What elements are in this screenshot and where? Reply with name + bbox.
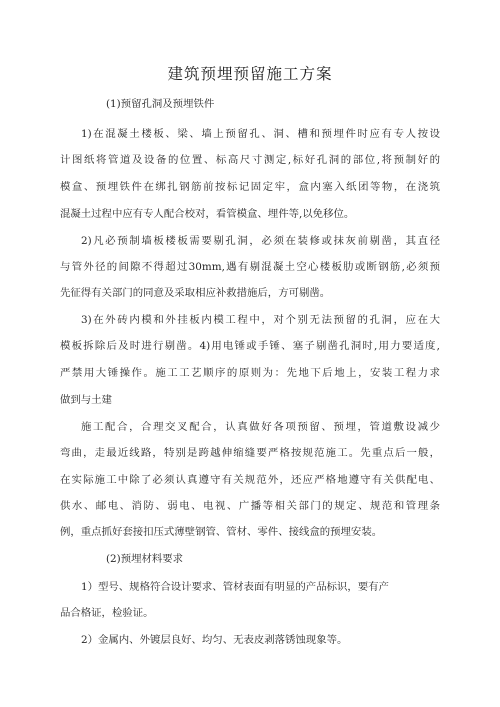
paragraph-line: 模板拆除后及时进行剔凿。4)用电锤或手锤、塞子剔凿孔洞时,用力要适度,	[60, 340, 440, 352]
paragraph-line: 2)凡必预制墙板楼板需要剔孔洞，必须在装修或抹灰前剔凿，其直径	[81, 235, 440, 247]
paragraph-line: 例，重点抓好套接扣压式薄壁钢管、管材、零件、接线盒的预埋安装。	[60, 526, 383, 538]
paragraph-line: 1）型号、规格符合设计要求、管材表面有明显的产品标识，要有产	[81, 581, 389, 593]
paragraph-line: 在实际施工中除了必须认真遵守有关规范外，还应严格地遵守有关供配电、	[60, 474, 440, 486]
paragraph-line: 供水、邮电、消防、弱电、电视、广播等相关部门的规定、规范和管理条	[60, 500, 440, 512]
paragraph-line: 与管外径的间隙不得超过30mm,遇有剔混凝土空心楼板肋或断钢筋,必须预	[60, 261, 440, 273]
paragraph-line: 先征得有关部门的同意及采取相应补救措施后，方可剔凿。	[60, 287, 331, 299]
paragraph-line: 1)在混凝土楼板、梁、墙上预留孔、洞、槽和预埋件时应有专人按设	[81, 128, 440, 140]
paragraph-line: 2）金属内、外镀层良好、均匀、无表皮剥落锈蚀现象等。	[81, 634, 348, 646]
paragraph-line: 计图纸将管道及设备的位置、标高尺寸测定,标好孔洞的部位,将预制好的	[60, 154, 440, 166]
paragraph-line: 严禁用大锤操作。施工工艺顺序的原则为：先地下后地上，安装工程力求	[60, 367, 440, 379]
paragraph-line: 弯曲，走最近线路，特别是跨越伸缩缝要严格按规范施工。先重点后一般，	[60, 447, 440, 459]
section2-heading: (2)预埋材料要求	[106, 553, 184, 565]
paragraph-line: 施工配合，合理交叉配合，认真做好各项预留、预埋，管道敷设减少	[81, 421, 440, 433]
paragraph-line: 模盒、预埋铁件在绑扎钢筋前按标记固定牢，盒内塞入纸团等物，在浇筑	[60, 181, 440, 193]
paragraph-line: 品合格证，检验证。	[60, 607, 154, 619]
paragraph-line: 做到与土建	[60, 394, 112, 406]
document-title: 建筑预埋预留施工方案	[167, 65, 333, 83]
paragraph-line: 3)在外砖内模和外挂板内模工程中，对个别无法预留的孔洞，应在大	[81, 314, 440, 326]
section1-heading: (1)预留孔洞及预埋铁件	[106, 98, 215, 110]
paragraph-line: 混凝土过程中应有专人配合校对，看管模盒、埋件等,以免移位。	[60, 208, 355, 220]
